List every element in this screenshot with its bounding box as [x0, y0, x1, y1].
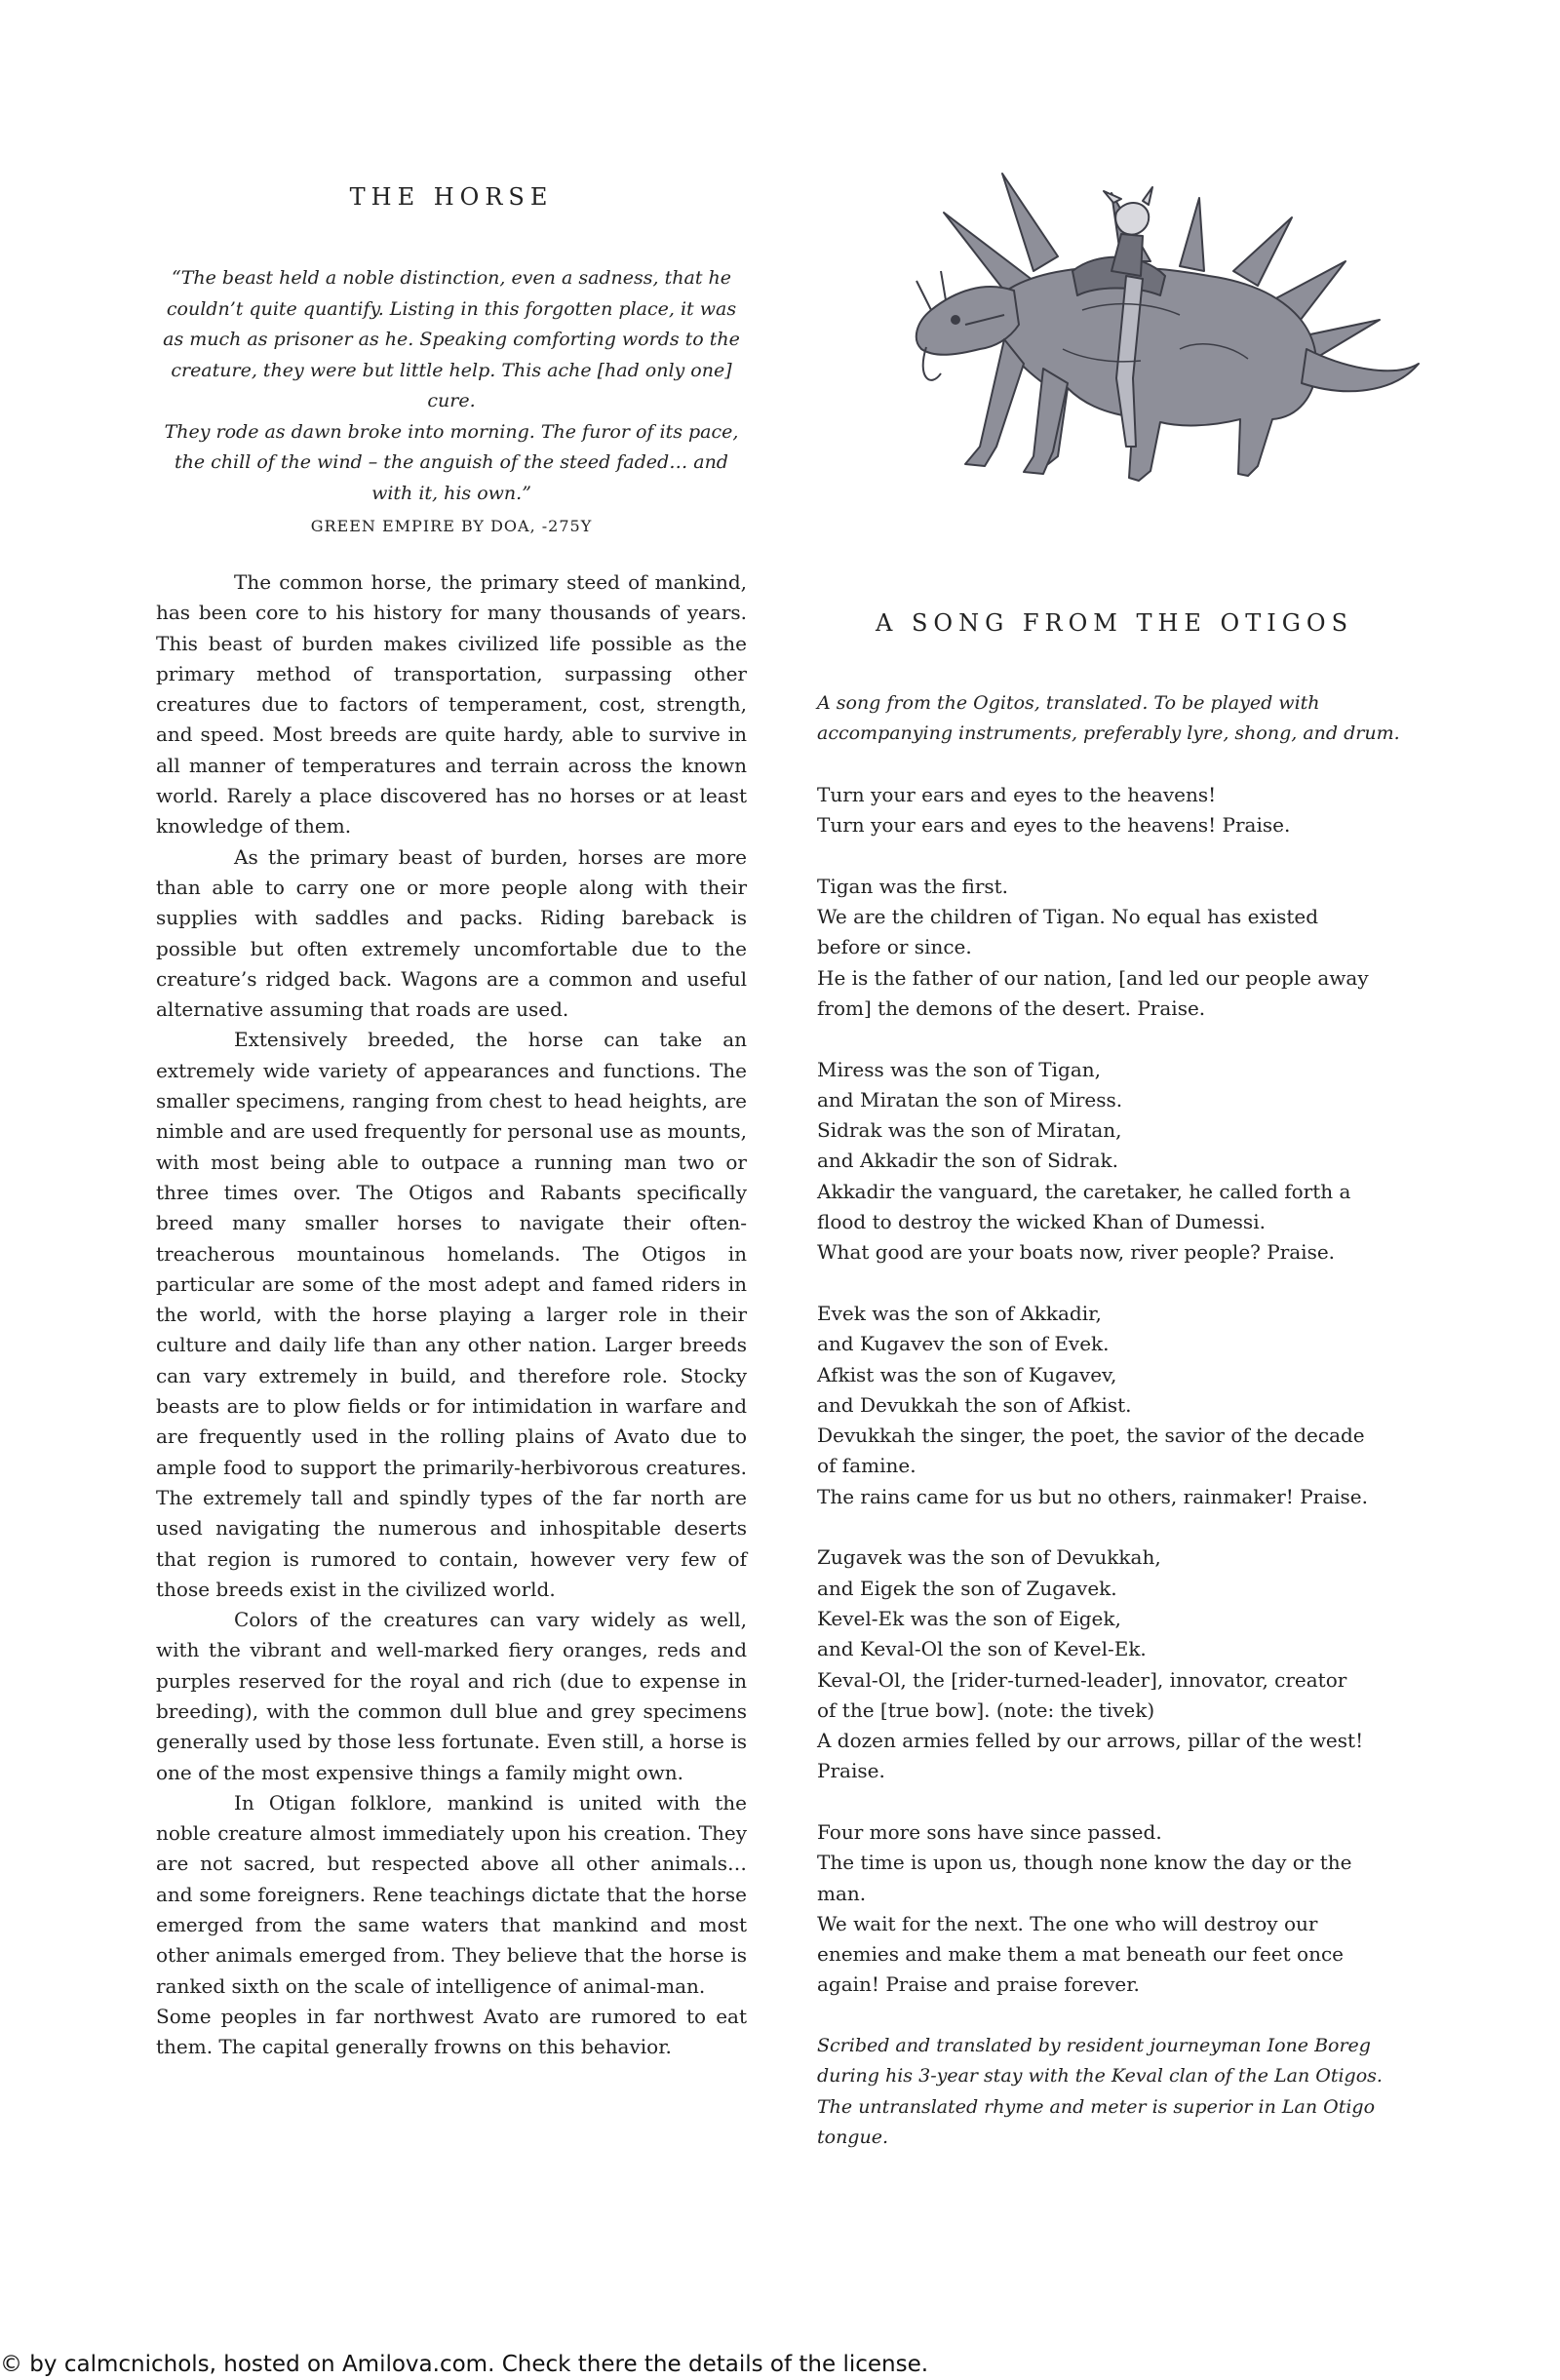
epigraph-line: couldn’t quite quantify. Listing in this forgotten place, it was — [166, 297, 737, 320]
song-stanza — [817, 1817, 1412, 2001]
epigraph-line: as much as prisoner as he. Speaking comforting words to the — [163, 329, 740, 350]
horse-article-body — [156, 567, 747, 2063]
song-line: Devukkah the singer, the poet, the savior of the decade — [817, 1424, 1365, 1448]
song-line: The time is upon us, though none know the day or the — [817, 1851, 1352, 1875]
song-stanza — [817, 872, 1412, 1024]
otigos-horse-illustration — [887, 154, 1433, 525]
song-line: and Keval-Ol the son of Kevel-Ek. — [817, 1637, 1147, 1661]
song-line: enemies and make them a mat beneath our feet once — [817, 1942, 1344, 1967]
article-paragraph: The common horse, the primary steed of mankind, has been core to his history for many thousands of years. This beast of burden makes civilized life possible as the primary method of transportation, surpassing other creatures due to factors of temperament, cost, strength, and speed. Most breeds are quite hardy, able to survive in all manner of temperatures and terrain across the known world. Rarely a place discovered has no horses or at least knowledge of them. — [156, 570, 747, 839]
horse-section-title: THE HORSE — [349, 183, 554, 211]
song-line: Four more sons have since passed. — [817, 1819, 1162, 1844]
song-stanza — [817, 780, 1412, 841]
otigos-song — [817, 688, 1412, 2184]
song-line: again! Praise and praise forever. — [817, 1972, 1140, 1997]
song-line: of the [true bow]. (note: the tivek) — [817, 1697, 1155, 1722]
epigraph-line: cure. — [427, 390, 476, 411]
song-line: Tigan was the first. — [817, 874, 1009, 898]
song-line: and Akkadir the son of Sidrak. — [817, 1149, 1119, 1173]
song-line: Afkist was the son of Kugavev, — [817, 1362, 1117, 1386]
song-line: and Kugavev the son of Evek. — [817, 1332, 1110, 1356]
song-line: Miress was the son of Tigan, — [817, 1057, 1101, 1081]
epigraph-line: They rode as dawn broke into morning. The furor of its pace, — [164, 420, 739, 443]
song-line: A dozen armies felled by our arrows, pillar of the west! — [817, 1729, 1364, 1753]
song-stanza — [817, 1055, 1412, 1268]
article-paragraph: As the primary beast of burden, horses are more than able to carry one or more people along with their supplies with saddles and packs. Riding bareback is possible but often extremely uncomfortable due to the creature’s ridged back. Wagons are a common and useful alternative assuming that roads are used. — [156, 844, 747, 1022]
song-line: The rains came for us but no others, rainmaker! Praise. — [817, 1484, 1368, 1508]
song-line: Kevel-Ek was the son of Eigek, — [817, 1606, 1121, 1630]
song-intro: A song from the Ogitos, translated. To be played with accompanying instruments, preferably lyre, shong, and drum. — [817, 692, 1400, 745]
song-line: and Eigek the son of Zugavek. — [817, 1576, 1117, 1600]
article-paragraph: Some peoples in far northwest Avato are rumored to eat them. The capital generally frowns on this behavior. — [156, 2004, 747, 2059]
song-line: man. — [817, 1881, 867, 1905]
license-footer: © by calmcnichols, hosted on Amilova.com. Check there the details of the license. — [0, 2352, 929, 2377]
song-line: before or since. — [817, 935, 972, 959]
translation-credit: Scribed and translated by resident journeyman Ione Boreg during his 3-year stay with the Keval clan of the Lan Otigos. The untranslated rhyme and meter is superior in Lan Otigo tongue. — [817, 2035, 1383, 2148]
song-line: and Devukkah the son of Afkist. — [817, 1392, 1132, 1417]
song-line: and Miratan the son of Miress. — [817, 1087, 1123, 1112]
song-line: What good are your boats now, river people? Praise. — [817, 1240, 1336, 1265]
song-line: Zugavek was the son of Devukkah, — [817, 1545, 1161, 1570]
song-stanza — [817, 1542, 1412, 1786]
song-line: from] the demons of the desert. Praise. — [817, 995, 1206, 1020]
epigraph-quote — [156, 263, 747, 542]
song-stanza — [817, 1299, 1412, 1512]
song-line: Sidrak was the son of Miratan, — [817, 1118, 1122, 1143]
song-line: Turn your ears and eyes to the heavens! — [817, 782, 1217, 806]
song-line: of famine. — [817, 1454, 916, 1478]
article-paragraph: In Otigan folklore, mankind is united with the noble creature almost immediately upon his creation. They are not sacred, but respected above all other animals… and some foreigners. Rene teachings dictate that the horse emerged from the same waters that mankind and most other animals emerged from. They believe that the horse is ranked sixth on the scale of intelligence of animal-man. — [156, 1790, 747, 1998]
song-line: flood to destroy the wicked Khan of Dumessi. — [817, 1210, 1266, 1234]
article-paragraph: Extensively breeded, the horse can take an extremely wide variety of appearances and functions. The smaller specimens, ranging from chest to head heights, are nimble and are used frequently for personal use as mounts, with most being able to outpace a running man two or three times over. The Otigos and Rabants specifically breed many smaller horses to navigate their often-treacherous mountainous homelands. The Otigos in particular are some of the most adept and famed riders in the world, with the horse playing a larger role in their culture and daily life than any other nation. Larger breeds can vary extremely in build, and therefore role. Stocky beasts are to plow fields or for intimidation in warfare and are frequently used in the rolling plains of Avato due to ample food to support the primarily-herbivorous creatures. The extremely tall and spindly types of the far north are used navigating the numerous and inhospitable deserts that region is rumored to contain, however very few of those breeds exist in the civilized world. — [156, 1028, 747, 1601]
epigraph-line: with it, his own.” — [371, 482, 531, 504]
song-line: He is the father of our nation, [and led our people away — [817, 965, 1369, 990]
article-paragraph: Colors of the creatures can vary widely as well, with the vibrant and well-marked fiery oranges, reds and purples reserved for the royal and rich (due to expense in breeding), with the common dull blue and grey specimens generally used by those less fortunate. Even still, a horse is one of the most expensive things a family might own. — [156, 1608, 747, 1784]
song-line: We wait for the next. The one who will destroy our — [817, 1911, 1318, 1935]
song-line: Turn your ears and eyes to the heavens! Praise. — [817, 813, 1291, 838]
song-line: Evek was the son of Akkadir, — [817, 1301, 1102, 1325]
song-section-title: A SONG FROM THE OTIGOS — [875, 609, 1354, 637]
song-line: We are the children of Tigan. No equal has existed — [817, 905, 1319, 929]
epigraph-line: “The beast held a noble distinction, even a sadness, that he — [172, 267, 731, 289]
horse-creature-image — [887, 154, 1433, 525]
song-line: Akkadir the vanguard, the caretaker, he called forth a — [817, 1179, 1351, 1203]
epigraph-line: the chill of the wind – the anguish of the steed faded… and — [175, 451, 728, 473]
epigraph-line: creature, they were but little help. This ache [had only one] — [171, 359, 732, 381]
epigraph-attribution: GREEN EMPIRE BY DOA, -275Y — [310, 517, 593, 535]
song-line: Praise. — [817, 1759, 885, 1783]
song-line: Keval-Ol, the [rider-turned-leader], innovator, creator — [817, 1667, 1347, 1692]
